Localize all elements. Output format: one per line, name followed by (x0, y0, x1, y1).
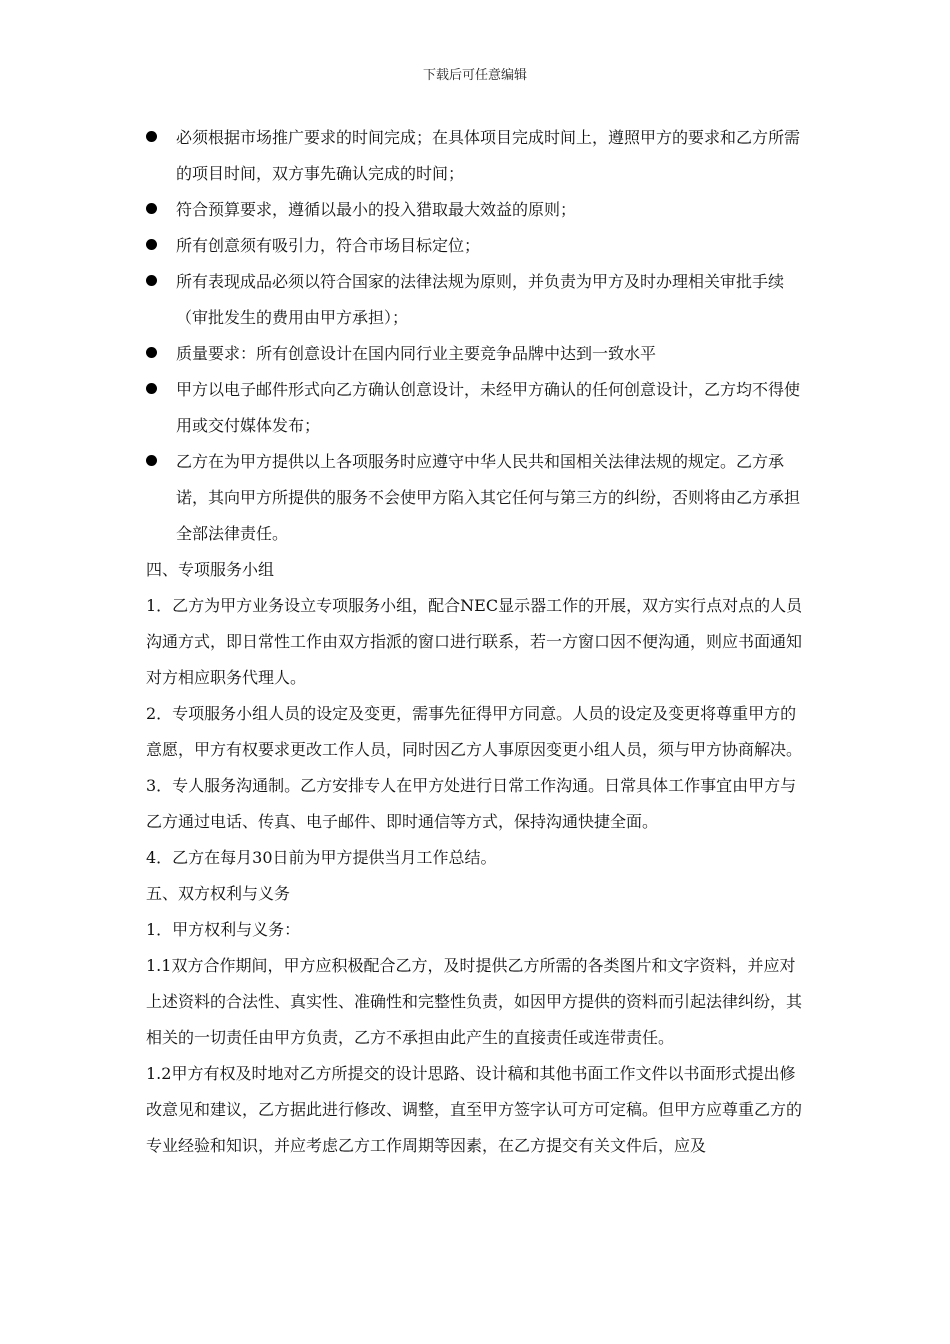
bullet-text: 质量要求：所有创意设计在国内同行业主要竞争品牌中达到一致水平 (176, 344, 657, 363)
paragraph: 4．乙方在每月30日前为甲方提供当月工作总结。 (146, 848, 497, 867)
bullet-text: 所有表现成品必须以符合国家的法律法规为原则，并负责为甲方及时办理相关审批手续（审批发生的费用由甲方承担）； (176, 272, 785, 327)
bullet-text: 乙方在为甲方提供以上各项服务时应遵守中华人民共和国相关法律法规的规定。乙方承诺，其向甲方所提供的服务不会使甲方陷入其它任何与第三方的纠纷，否则将由乙方承担全部法律责任。 (176, 452, 801, 543)
bullet-icon (146, 455, 157, 466)
bullet-item (146, 444, 806, 552)
bullet-icon (146, 275, 157, 286)
paragraph: 1．乙方为甲方业务设立专项服务小组，配合NEC显示器工作的开展，双方实行点对点的人员沟通方式，即日常性工作由双方指派的窗口进行联系，若一方窗口因不便沟通，则应书面通知对方相应职务代理人。 (146, 596, 803, 687)
bullet-item (146, 336, 806, 372)
section-heading: 四、专项服务小组 (146, 560, 275, 579)
bullet-icon (146, 347, 157, 358)
section-heading: 五、双方权利与义务 (146, 884, 291, 903)
bullet-item (146, 120, 806, 192)
bullet-icon (146, 131, 157, 142)
paragraph: 1.1双方合作期间，甲方应积极配合乙方，及时提供乙方所需的各类图片和文字资料，并应对上述资料的合法性、真实性、准确性和完整性负责，如因甲方提供的资料而引起法律纠纷，其相关的一切责任由甲方负责，乙方不承担由此产生的直接责任或连带责任。 (146, 956, 803, 1047)
bullet-text: 必须根据市场推广要求的时间完成；在具体项目完成时间上，遵照甲方的要求和乙方所需的项目时间，双方事先确认完成的时间； (176, 128, 801, 183)
bullet-text: 甲方以电子邮件形式向乙方确认创意设计，未经甲方确认的任何创意设计，乙方均不得使用或交付媒体发布； (176, 380, 801, 435)
bullet-text: 符合预算要求，遵循以最小的投入猎取最大效益的原则； (176, 200, 577, 219)
bullet-icon (146, 203, 157, 214)
bullet-icon (146, 239, 157, 250)
paragraph: 1.2甲方有权及时地对乙方所提交的设计思路、设计稿和其他书面工作文件以书面形式提出修改意见和建议，乙方据此进行修改、调整，直至甲方签字认可方可定稿。但甲方应尊重乙方的专业经验和知识，并应考虑乙方工作周期等因素，在乙方提交有关文件后，应及 (146, 1064, 803, 1155)
paragraph: 3．专人服务沟通制。乙方安排专人在甲方处进行日常工作沟通。日常具体工作事宜由甲方与乙方通过电话、传真、电子邮件、即时通信等方式，保持沟通快捷全面。 (146, 776, 797, 831)
bullet-text: 所有创意须有吸引力，符合市场目标定位； (176, 236, 481, 255)
page-header: 下载后可任意编辑 (422, 68, 527, 83)
bullet-item (146, 372, 806, 444)
bullet-item (146, 228, 806, 264)
document-body (146, 120, 806, 1164)
bullet-item (146, 192, 806, 228)
paragraph: 2．专项服务小组人员的设定及变更，需事先征得甲方同意。人员的设定及变更将尊重甲方的意愿，甲方有权要求更改工作人员，同时因乙方人事原因变更小组人员，须与甲方协商解决。 (146, 704, 803, 759)
bullet-icon (146, 383, 157, 394)
bullet-item (146, 264, 806, 336)
subsection-heading: 1．甲方权利与义务： (146, 920, 301, 939)
